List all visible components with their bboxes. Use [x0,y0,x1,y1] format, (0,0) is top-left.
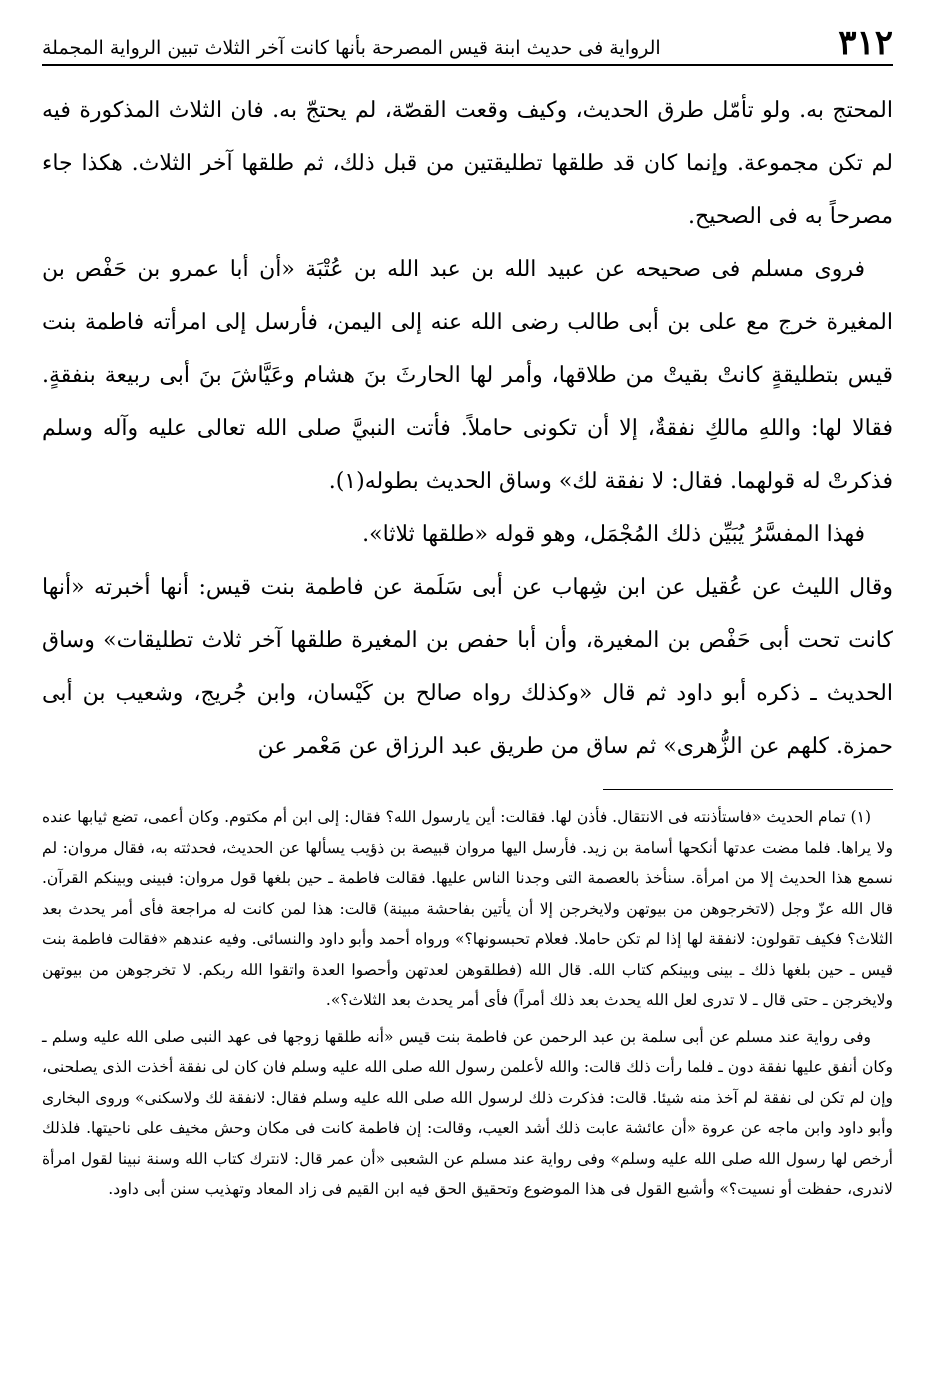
footnote-divider [603,789,893,790]
footnotes [42,802,893,1205]
page-number: ٣١٢ [838,23,893,63]
paragraph: المحتج به. ولو تأمّل طرق الحديث، وكيف وقعت القصّة، لم يحتجّ به. فان الثلاث المذكورة فيه لم تكن مجموعة. وإنما كان قد طلقها تطليقتين من قبل ذلك، ثم طلقها آخر الثلاث. هكذا جاء مصرحاً به فى الصحيح. [42,98,893,229]
main-text [42,84,893,773]
paragraph: وقال الليث عن عُقيل عن ابن شِهاب عن أبى سَلَمة عن فاطمة بنت قيس: أنها أخبرته «أنها كانت تحت أبى حَفْص بن المغيرة، وأن أبا حفص بن المغيرة طلقها آخر ثلاث تطليقات» وساق الحديث ـ ذكره أبو داود ثم قال «وكذلك رواه صالح بن كَيْسان، وابن جُريج، وشعيب بن أبى حمزة. كلهم عن الزُّهرى» ثم ساق من طريق عبد الرزاق عن مَعْمر عن [42,575,893,759]
running-header [42,16,893,66]
footnote: وفى رواية عند مسلم عن أبى سلمة بن عبد الرحمن عن فاطمة بنت قيس «أنه طلقها زوجها فى عهد النبى صلى الله عليه وسلم ـ وكان أنفق عليها نفقة دون ـ فلما رأت ذلك قالت: والله لأعلمن رسول الله صلى الله عليه وسلم فان كان لى نفقة أخذت الذى يصلحنى، وإن لم تكن لى نفقة لم آخذ منه شيئا. قالت: فذكرت ذلك لرسول الله صلى الله عليه وسلم فقال: لانفقة لك ولاسكنى» وروى البخارى وأبو داود وابن ماجه عن عروة «أن عائشة عابت ذلك أشد العيب، وقالت: إن فاطمة كانت فى مكان وحش مخيف على ناحيتها. فلذلك أرخص لها رسول الله صلى الله عليه وسلم» وفى رواية عند مسلم عن الشعبى «أن عمر قال: لانترك كتاب الله وسنة نبينا لقول امرأة لاندرى، حفظت أو نسيت؟» وأشبع القول فى هذا الموضوع وتحقيق الحق فيه ابن القيم فى زاد المعاد وتهذيب سنن أبى داود. [42,1027,893,1198]
paragraph: فروى مسلم فى صحيحه عن عبيد الله بن عبد الله بن عُتْبَة «أن أبا عمرو بن حَفْص بن المغيرة خرج مع على بن أبى طالب رضى الله عنه إلى اليمن، فأرسل إلى امرأته فاطمة بنت قيس بتطليقةٍ كانتْ بقيتْ من طلاقها، وأمر لها الحارثَ بنَ هشام وعَيَّاشَ بنَ أبى ربيعة بنفقةٍ. فقالا لها: واللهِ مالكِ نفقةٌ، إلا أن تكونى حاملاً. فأتت النبيَّ صلى الله تعالى عليه وآله وسلم فذكرتْ له قولهما. فقال: لا نفقة لك» وساق الحديث بطوله(١). [42,257,893,494]
paragraph: فهذا المفسَّرُ يُبَيِّن ذلك المُجْمَل، وهو قوله «طلقها ثلاثا». [362,522,865,547]
running-title: الرواية فى حديث ابنة قيس المصرحة بأنها كانت آخر الثلاث تبين الرواية المجملة [42,37,661,60]
footnote: (١) تمام الحديث «فاستأذنته فى الانتقال. فأذن لها. فقالت: أين يارسول الله؟ فقال: إلى ابن أم مكتوم. وكان أعمى، تضع ثيابها عنده ولا يراها. فلما مضت عدتها أنكحها أسامة بن زيد. فأرسل اليها مروان قبيصة بن ذؤيب يسألها عن الحديث، فحدثته به، فقال مروان: لم نسمع هذا الحديث إلا من امرأة. سنأخذ بالعصمة التى وجدنا الناس عليها. فقالت فاطمة ـ حين بلغها قول مروان: فبينى وبينكم القرآن. قال الله عزّ وجل (لاتخرجوهن من بيوتهن ولايخرجن إلا أن يأتين بفاحشة مبينة) قالت: هذا لمن كانت له مراجعة فأى أمر يحدث بعد الثلاث؟ فكيف تقولون: لانفقة لها إذا لم تكن حاملا. فعلام تحبسونها؟» ورواه أحمد وأبو داود والنسائى. وفيه عندهم «فقالت فاطمة بنت قيس ـ حين بلغها ذلك ـ بينى وبينكم كتاب الله. قال الله (فطلقوهن لعدتهن وأحصوا العدة واتقوا الله ربكم. لا تخرجوهن من بيوتهن ولايخرجن ـ حتى قال ـ لا تدرى لعل الله يحدث بعد ذلك أمراً) فأى أمر يحدث بعد الثلاث؟». [42,808,893,1009]
